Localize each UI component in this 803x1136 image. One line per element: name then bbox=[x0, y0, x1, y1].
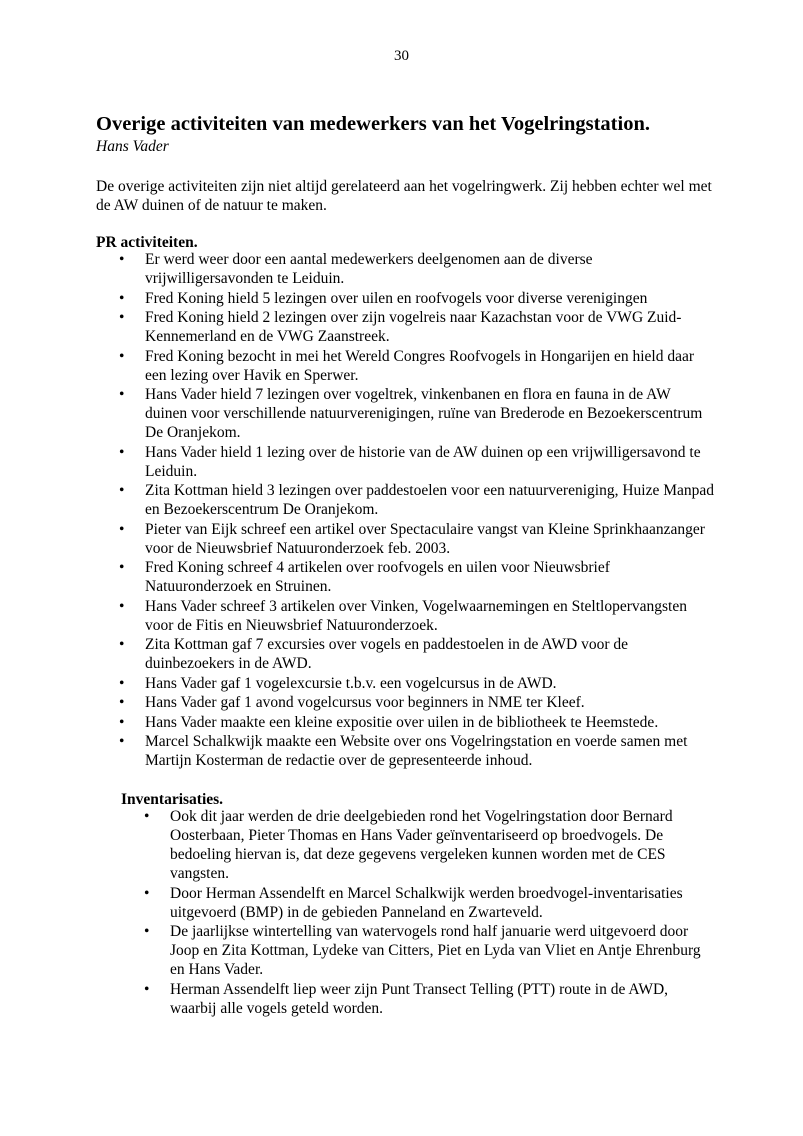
list-item-text: Er werd weer door een aantal medewerkers deelgenomen aan de diverse vrijwilligersavonden te Leiduin. bbox=[145, 251, 593, 287]
intro-paragraph: De overige activiteiten zijn niet altijd gerelateerd aan het vogelringwerk. Zij hebben echter wel met de AW duinen of de natuur te maken. bbox=[96, 178, 712, 214]
bullet-icon: • bbox=[144, 808, 150, 825]
list-item-text: Fred Koning schreef 4 artikelen over roofvogels en uilen voor Nieuwsbrief Natuuronderzoek en Struinen. bbox=[145, 559, 610, 595]
list-item-text: Hans Vader gaf 1 avond vogelcursus voor beginners in NME ter Kleef. bbox=[145, 694, 585, 711]
pr-activities-heading: PR activiteiten. bbox=[96, 234, 198, 251]
list-item bbox=[96, 289, 716, 308]
pr-activities-list bbox=[96, 250, 716, 771]
list-item bbox=[121, 884, 716, 922]
list-item-text: De jaarlijkse wintertelling van watervogels rond half januarie werd uitgevoerd door Joop en Zita Kottman, Lydeke van Citters, Piet en Lyda van Vliet en Antje Ehrenburg en Hans Vader. bbox=[170, 923, 701, 978]
list-item bbox=[121, 980, 716, 1018]
list-item bbox=[121, 922, 716, 979]
list-item-text: Hans Vader hield 7 lezingen over vogeltrek, vinkenbanen en flora en fauna in de AW duinen voor verschillende natuurverenigingen, ruïne van Brederode en Bezoekerscentrum De Oranjekom. bbox=[145, 386, 703, 441]
bullet-icon: • bbox=[119, 520, 125, 538]
list-item-text: Ook dit jaar werden de drie deelgebieden rond het Vogelringstation door Bernard Oosterbaan, Pieter Thomas en Hans Vader geïnventariseerd op broedvogels. De bedoeling hiervan is, dat deze gegevens vergeleken kunnen worden met de CES vangsten. bbox=[170, 808, 673, 882]
bullet-icon: • bbox=[119, 289, 125, 307]
bullet-icon: • bbox=[119, 733, 125, 750]
list-item-text: Pieter van Eijk schreef een artikel over Spectaculaire vangst van Kleine Sprinkhaanzanger voor de Nieuwsbrief Natuuronderzoek feb. 2003. bbox=[145, 520, 705, 557]
list-item-text: Fred Koning bezocht in mei het Wereld Congres Roofvogels in Hongarijen en hield daar een lezing over Havik en Sperwer. bbox=[145, 347, 695, 384]
author-name: Hans Vader bbox=[96, 138, 169, 155]
list-item bbox=[96, 558, 716, 596]
bullet-icon: • bbox=[119, 636, 125, 653]
bullet-icon: • bbox=[119, 482, 125, 499]
bullet-icon: • bbox=[119, 251, 125, 268]
list-item bbox=[96, 347, 716, 385]
list-item bbox=[96, 250, 716, 288]
bullet-icon: • bbox=[119, 309, 125, 326]
list-item-text: Fred Koning hield 5 lezingen over uilen en roofvogels voor diverse verenigingen bbox=[145, 289, 648, 307]
list-item-text: Marcel Schalkwijk maakte een Website over ons Vogelringstation en voerde samen met Martijn Kosterman de redactie over de gepresenteerde inhoud. bbox=[145, 733, 688, 769]
page-number: 30 bbox=[394, 48, 409, 64]
list-item-text: Zita Kottman gaf 7 excursies over vogels en paddestoelen in de AWD voor de duinbezoekers in de AWD. bbox=[145, 636, 628, 672]
list-item bbox=[121, 807, 716, 883]
bullet-icon: • bbox=[119, 713, 125, 731]
bullet-icon: • bbox=[144, 980, 150, 998]
list-item bbox=[96, 481, 716, 519]
list-item bbox=[96, 713, 716, 732]
bullet-icon: • bbox=[119, 694, 125, 711]
list-item bbox=[96, 520, 716, 558]
inventarisaties-list bbox=[121, 807, 716, 1018]
list-item bbox=[96, 597, 716, 635]
list-item-text: Zita Kottman hield 3 lezingen over paddestoelen voor een natuurvereniging, Huize Manpad en Bezoekerscentrum De Oranjekom. bbox=[145, 482, 715, 518]
list-item bbox=[96, 443, 716, 481]
list-item bbox=[96, 732, 716, 770]
list-item bbox=[96, 308, 716, 346]
list-item-text: Hans Vader hield 1 lezing over de historie van de AW duinen op een vrijwilligersavond te Leiduin. bbox=[145, 443, 701, 480]
bullet-icon: • bbox=[119, 674, 125, 692]
bullet-icon: • bbox=[144, 923, 150, 940]
list-item-text: Fred Koning hield 2 lezingen over zijn vogelreis naar Kazachstan voor de VWG Zuid-Kennemerland en de VWG Zaanstreek. bbox=[145, 309, 682, 345]
document-title: Overige activiteiten van medewerkers van het Vogelringstation. bbox=[96, 113, 650, 135]
list-item bbox=[96, 385, 716, 442]
list-item bbox=[96, 635, 716, 673]
bullet-icon: • bbox=[119, 443, 125, 461]
bullet-icon: • bbox=[119, 386, 125, 403]
bullet-icon: • bbox=[119, 559, 125, 576]
list-item bbox=[96, 674, 716, 693]
list-item-text: Hans Vader maakte een kleine expositie over uilen in de bibliotheek te Heemstede. bbox=[145, 713, 659, 731]
list-item-text: Door Herman Assendelft en Marcel Schalkwijk werden broedvogel-inventarisaties uitgevoerd (BMP) in de gebieden Panneland en Zwarteveld. bbox=[170, 884, 683, 921]
bullet-icon: • bbox=[119, 597, 125, 615]
bullet-icon: • bbox=[119, 347, 125, 365]
list-item-text: Hans Vader gaf 1 vogelexcursie t.b.v. een vogelcursus in de AWD. bbox=[145, 674, 557, 692]
list-item-text: Herman Assendelft liep weer zijn Punt Transect Telling (PTT) route in de AWD, waarbij alle vogels geteld worden. bbox=[170, 980, 669, 1017]
inventarisaties-heading: Inventarisaties. bbox=[121, 791, 224, 808]
bullet-icon: • bbox=[144, 884, 150, 902]
list-item-text: Hans Vader schreef 3 artikelen over Vinken, Vogelwaarnemingen en Steltlopervangsten voor de Fitis en Nieuwsbrief Natuuronderzoek. bbox=[145, 597, 687, 634]
list-item bbox=[96, 693, 716, 712]
